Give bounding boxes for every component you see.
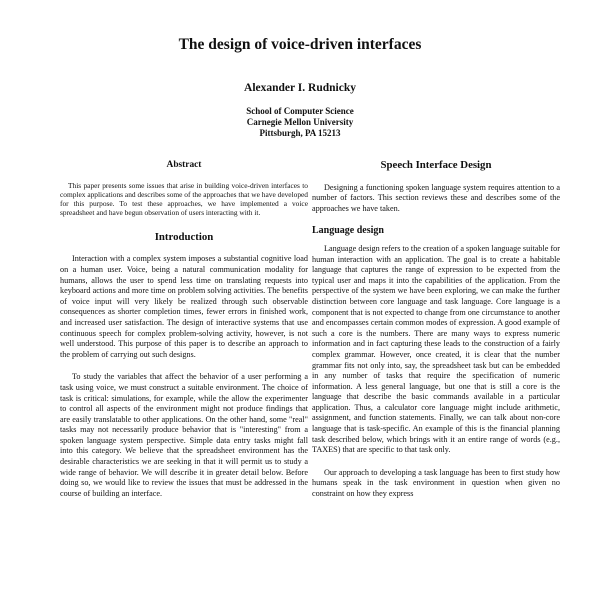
right-column — [312, 160, 560, 512]
language-design-heading: Language design — [312, 225, 384, 237]
abstract-heading: Abstract — [166, 160, 202, 170]
affiliation-line: Carnegie Mellon University — [246, 117, 354, 127]
speech-design-heading: Speech Interface Design — [380, 159, 492, 171]
affiliation — [0, 106, 600, 139]
affiliation-line: School of Computer Science — [246, 106, 354, 116]
paper-title: The design of voice-driven interfaces — [178, 36, 422, 53]
affiliation-line: Pittsburgh, PA 15213 — [259, 128, 341, 138]
intro-paragraph: Interaction with a complex system imposes a substantial cognitive load on a human user. Voice, being a natural communication modality for humans, allows the user to spend less time on translating requests into keyboard actions and more time on problem solving activities. The benefits of voice input will very likely be realized through such observable consequences as shorter completion times, fewer errors in finished work, and increased user satisfaction. The design of interactive systems that use continuous speech for complex problem-solving activity, however, is not well understood. This purpose of this paper is to describe an approach to the problem of carrying out such designs. — [60, 254, 308, 359]
intro-paragraph: To study the variables that affect the behavior of a user performing a task using voice, we must construct a suitable environment. The choice of task is critical: simulations, for example, while the allow the experimenter to control all aspects of the environment might not produce findings that are easily translatable to other applications. On the other hand, some "real" tasks may not necessarily produce behavior that is "interesting" from a spoken language system perspective. Simple data entry tasks might fall into this category. We believe that the spreadsheet environment has the desirable characteristics we are seeking in that it will permit us to study a wide range of behavior. We will describe it in greater detail below. Before doing so, we would like to review the issues that must be addressed in the course of building an interface. — [60, 372, 308, 498]
abstract-text: This paper presents some issues that arise in building voice-driven interfaces to complex applications and describes some of the approaches that we have developed for this purpose. To test these approaches, we have implemented a voice spreadsheet and have begun observation of users interacting with it. — [60, 180, 308, 218]
language-paragraph: Our approach to developing a task language has been to first study how humans speak in the task environment in question when given no constraint on how they express — [312, 467, 560, 499]
speech-design-paragraph: Designing a functioning spoken language system requires attention to a number of factors. This section reviews these and describes some of the approaches we have taken. — [312, 182, 560, 213]
introduction-heading: Introduction — [154, 230, 214, 243]
language-paragraph: Language design refers to the creation of a spoken language suitable for human interaction with an application. The goal is to create a habitable language that captures the range of expression to be expected from the typical user and maps it into the capabilities of the application. From the perspective of the system we have been exploring, we can make the further distinction between core language and task language. Core language is a component that is not expected to change from one circumstance to another and encompasses certain common modes of expression. A good example of such a core is the numbers. There are many ways to express numeric information and in fact capturing these leads to the construction of a fairly complex grammar. However, once created, it is clear that the number grammar fits not only into, say, the spreadsheet task but can be embedded in any number of tasks that require the specification of numeric information. A less general language, but one that is still a core is the language that describe the basic commands available in a particular application. Thus, a calculator core language might include arithmetic, assignment, and function statements. Finally, we can talk about non-core language that is task-specific. An example of this is the financial planning task described below, which brings with it an entire range of words (e.g., TAXES) that are specific to that task only. — [312, 243, 560, 455]
author-name: Alexander I. Rudnicky — [244, 82, 356, 94]
left-column — [60, 160, 308, 511]
